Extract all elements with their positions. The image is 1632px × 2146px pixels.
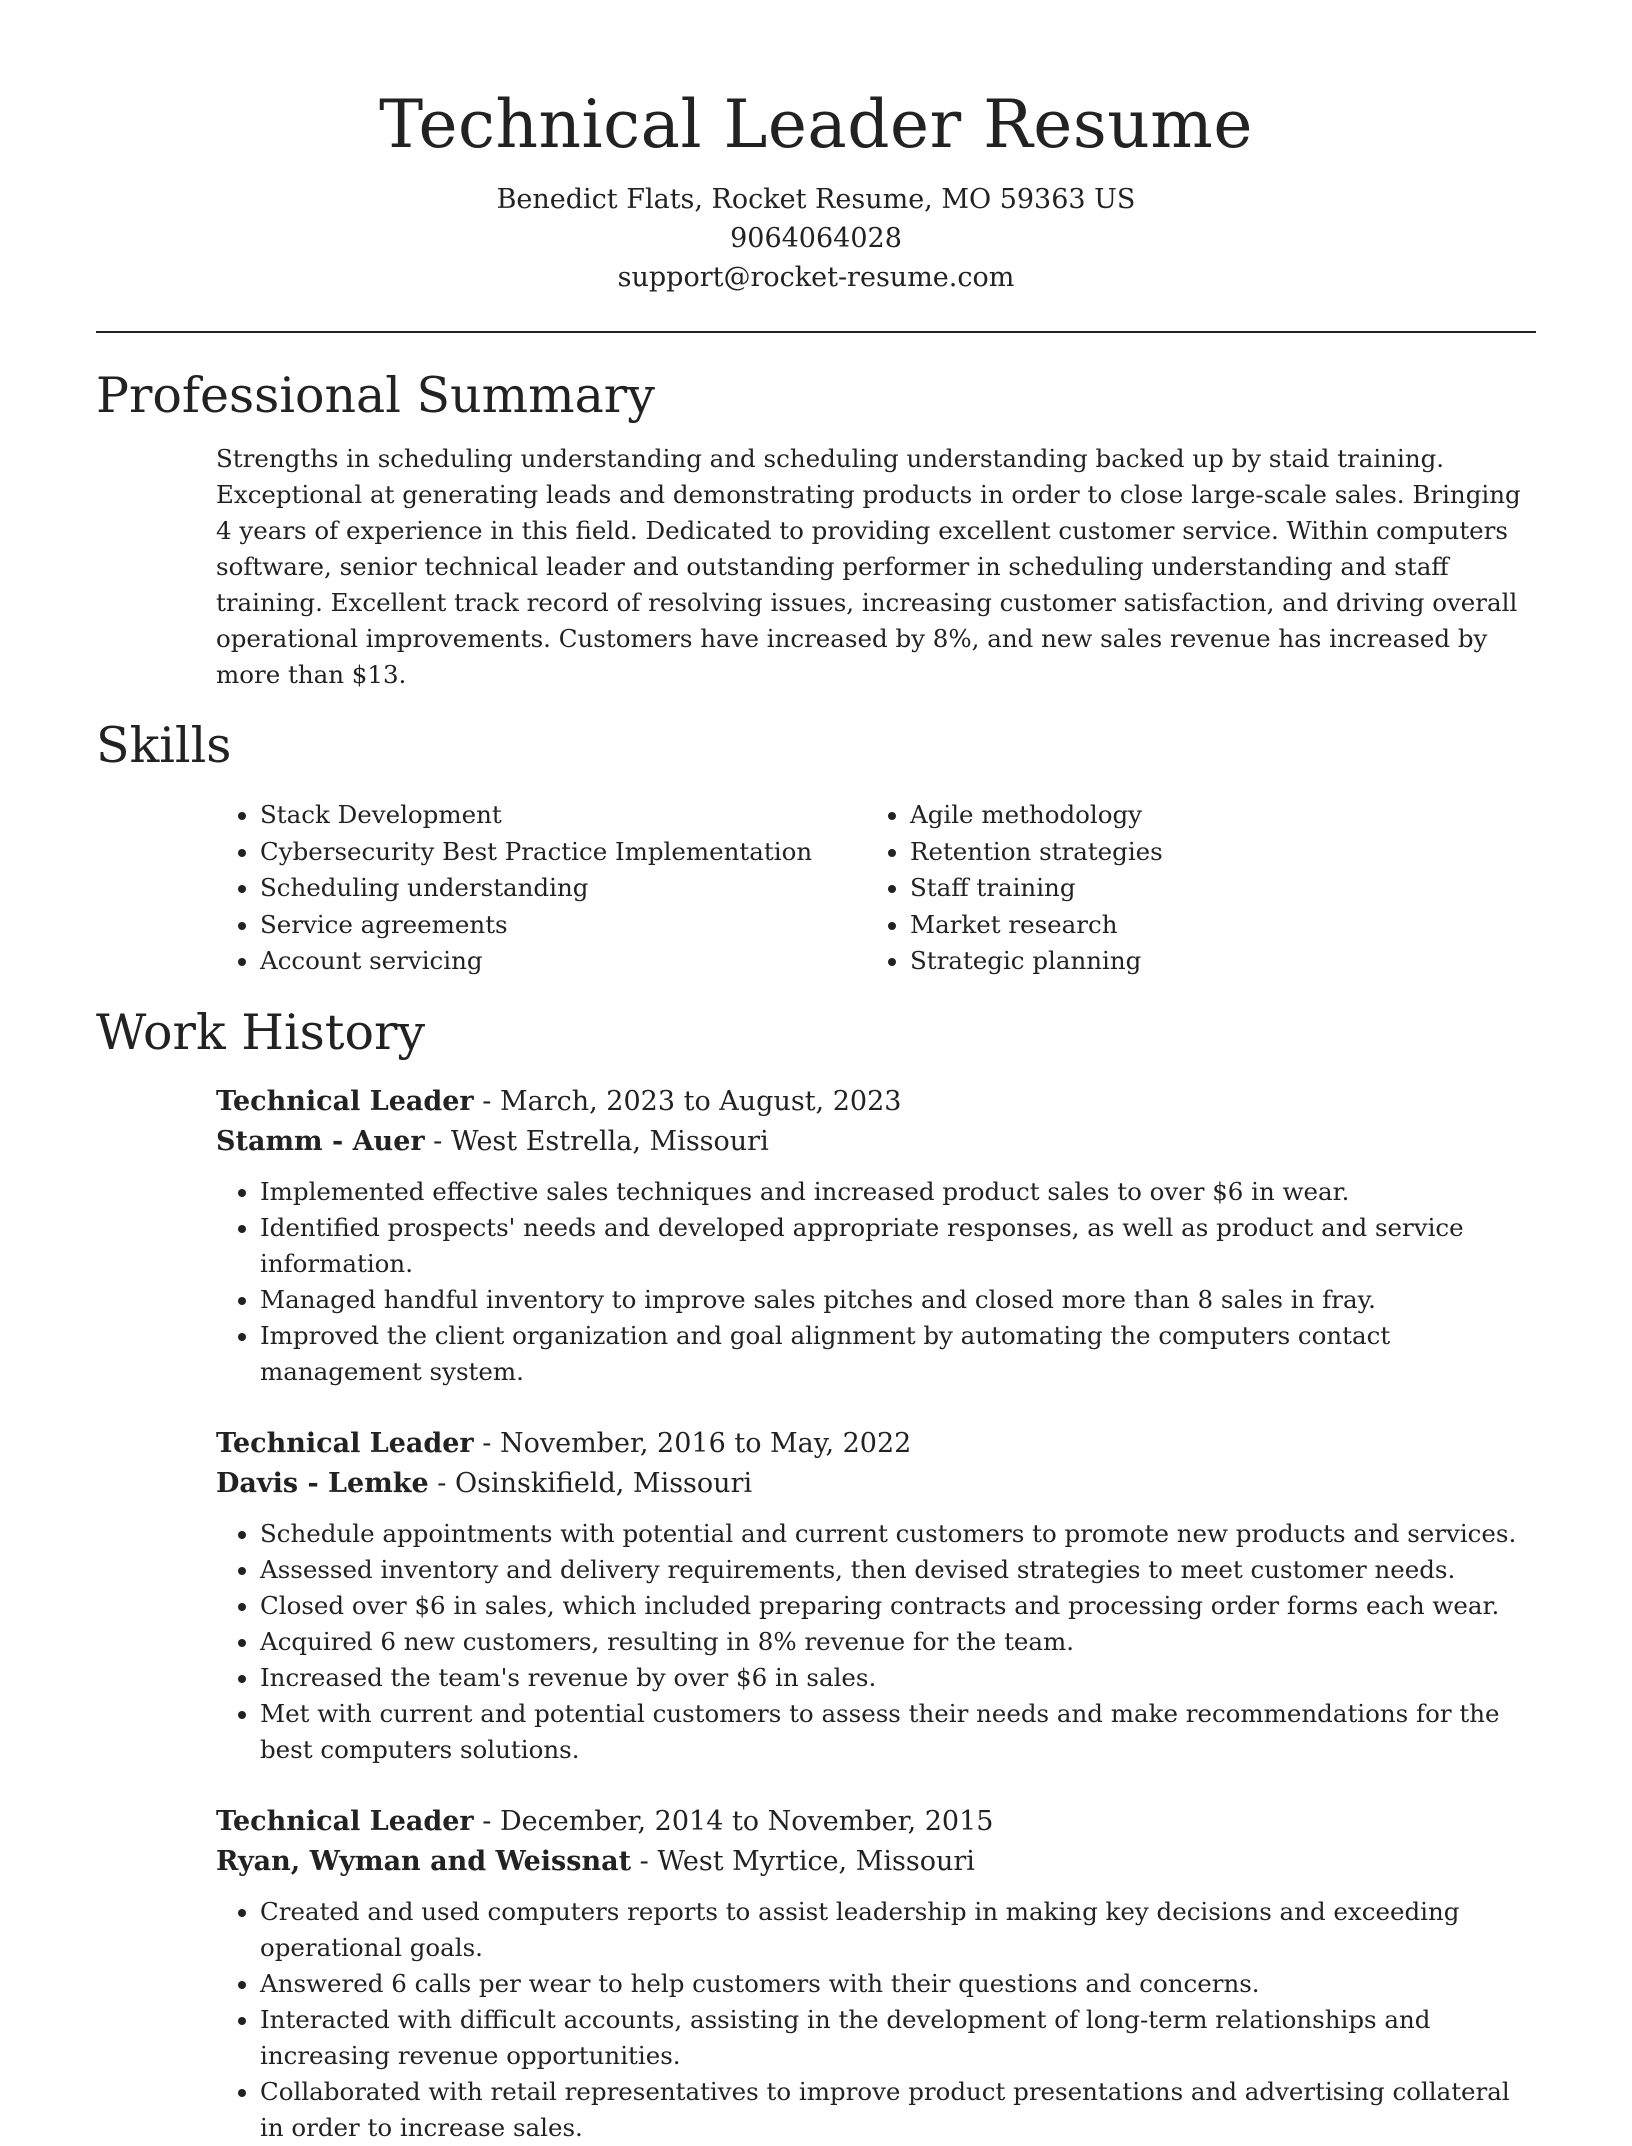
job-role: Technical Leader [216, 1427, 474, 1459]
contact-address: Benedict Flats, Rocket Resume, MO 59363 US [496, 184, 1136, 215]
job-bullet: • Answered 6 calls per wear to help customers with their questions and concerns. [260, 1966, 1536, 2002]
page-title: Technical Leader Resume [379, 86, 1253, 163]
job-dates: November, 2016 to May, 2022 [499, 1427, 912, 1459]
job-entry [216, 1082, 1536, 1390]
job-dates: March, 2023 to August, 2023 [499, 1085, 902, 1117]
contact-email: support@rocket-resume.com [617, 262, 1015, 293]
job-bullet: • Closed over $6 in sales, which included preparing contracts and processing order forms each wear. [260, 1588, 1536, 1624]
job-bullet: • Acquired 6 new customers, resulting in 8% revenue for the team. [260, 1624, 1536, 1660]
job-dates: December, 2014 to November, 2015 [499, 1805, 994, 1837]
job-location: West Estrella, Missouri [450, 1125, 769, 1157]
job-entry [216, 1424, 1536, 1768]
skill-item: • Account servicing [260, 943, 866, 980]
job-bullet: • Created and used computers reports to assist leadership in making key decisions and exceeding operational goals. [260, 1894, 1536, 1966]
resume-header [96, 0, 1536, 297]
work-history-heading: Work History [96, 1003, 426, 1061]
skills-grid [216, 797, 1536, 980]
skill-item: • Service agreements [260, 907, 866, 944]
job-title-line: Technical Leader - November, 2016 to May, 2022 [216, 1427, 912, 1459]
skills-column-left [216, 797, 866, 980]
job-role: Technical Leader [216, 1085, 474, 1117]
summary-text: Strengths in scheduling understanding and scheduling understanding backed up by staid training. Exceptional at generating leads and demonstrating products in order to close large-scale sales. Bringing 4 years of experience in this field. Dedicated to providing excellent customer service. Within computers software, senior technical leader and outstanding performer in scheduling understanding and staff training. Excellent track record of resolving issues, increasing customer satisfaction, and driving overall operational improvements. Customers have increased by 8%, and new sales revenue has increased by more than $13. [216, 444, 1521, 689]
skills-column-right [866, 797, 1510, 980]
job-bullet: • Increased the team's revenue by over $6 in sales. [260, 1660, 1536, 1696]
skill-item: • Agile methodology [910, 797, 1510, 834]
job-bullet-list [216, 1516, 1536, 1768]
contact-block [96, 180, 1536, 297]
skill-item: • Retention strategies [910, 834, 1510, 871]
job-title-line: Technical Leader - December, 2014 to November, 2015 [216, 1805, 994, 1837]
job-location: West Myrtice, Missouri [657, 1845, 975, 1877]
job-bullet: • Identified prospects' needs and developed appropriate responses, as well as product and service information. [260, 1210, 1536, 1282]
job-bullet-list [216, 1174, 1536, 1390]
job-location: Osinskifield, Missouri [454, 1467, 753, 1499]
header-divider [96, 331, 1536, 333]
job-role: Technical Leader [216, 1805, 474, 1837]
job-company: Davis - Lemke [216, 1467, 429, 1499]
job-bullet: • Assessed inventory and delivery requirements, then devised strategies to meet customer needs. [260, 1552, 1536, 1588]
contact-phone: 9064064028 [730, 223, 902, 254]
job-company-line: Ryan, Wyman and Weissnat - West Myrtice, Missouri [216, 1845, 975, 1877]
skill-item: • Market research [910, 907, 1510, 944]
skill-item: • Strategic planning [910, 943, 1510, 980]
job-bullet: • Schedule appointments with potential and current customers to promote new products and services. [260, 1516, 1536, 1552]
job-bullet: • Improved the client organization and goal alignment by automating the computers contact management system. [260, 1318, 1536, 1390]
skill-item: • Cybersecurity Best Practice Implementation [260, 834, 866, 871]
job-company-line: Davis - Lemke - Osinskifield, Missouri [216, 1467, 753, 1499]
resume-page [96, 0, 1536, 2146]
job-title-line: Technical Leader - March, 2023 to August, 2023 [216, 1085, 902, 1117]
job-company: Ryan, Wyman and Weissnat [216, 1845, 632, 1877]
job-bullet: • Interacted with difficult accounts, assisting in the development of long-term relationships and increasing revenue opportunities. [260, 2002, 1536, 2074]
skill-item: • Stack Development [260, 797, 866, 834]
skill-item: • Scheduling understanding [260, 870, 866, 907]
job-bullet: • Collaborated with retail representatives to improve product presentations and advertising collateral in order to increase sales. [260, 2074, 1536, 2146]
job-entry [216, 1802, 1536, 2146]
job-bullet: • Managed handful inventory to improve sales pitches and closed more than 8 sales in fray. [260, 1282, 1536, 1318]
summary-heading: Professional Summary [96, 367, 655, 424]
skill-item: • Staff training [910, 870, 1510, 907]
job-company-line: Stamm - Auer - West Estrella, Missouri [216, 1125, 769, 1157]
job-bullet: • Implemented effective sales techniques and increased product sales to over $6 in wear. [260, 1174, 1536, 1210]
skills-heading: Skills [96, 717, 232, 774]
job-company: Stamm - Auer [216, 1125, 425, 1157]
job-bullet-list [216, 1894, 1536, 2146]
job-bullet: • Met with current and potential customers to assess their needs and make recommendations for the best computers solutions. [260, 1696, 1536, 1768]
